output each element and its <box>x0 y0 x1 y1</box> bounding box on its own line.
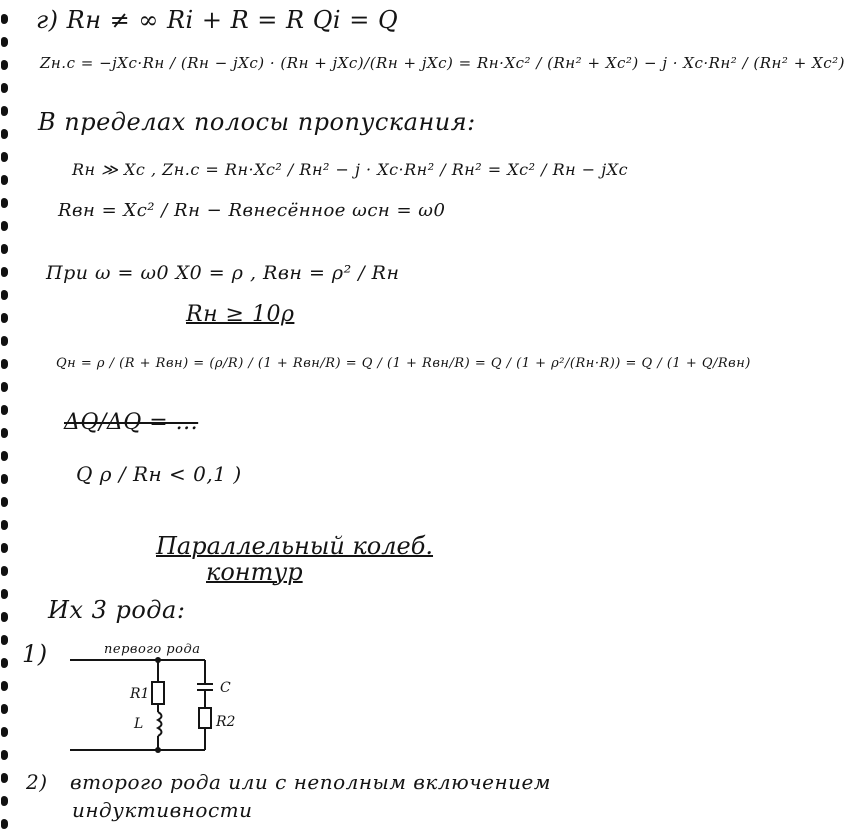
binding-hole <box>1 704 8 714</box>
binding-holes <box>0 0 14 831</box>
binding-hole <box>1 451 8 461</box>
item-1-label: первого рода <box>104 642 201 657</box>
binding-hole <box>1 658 8 668</box>
binding-hole <box>1 543 8 553</box>
binding-hole <box>1 474 8 484</box>
binding-hole <box>1 14 8 24</box>
binding-hole <box>1 819 8 829</box>
approximation-formula: Rн ≫ Xc , Zн.с = Rн·Xc² / Rн² − j · Xc·Rн² / Rн² = Xc² / Rн − jXc <box>72 160 629 179</box>
item-2-label-cont: индуктивности <box>72 798 253 822</box>
types-heading: Их 3 рода: <box>48 596 186 624</box>
binding-hole <box>1 267 8 277</box>
binding-hole <box>1 359 8 369</box>
label-l: L <box>134 716 144 732</box>
binding-hole <box>1 60 8 70</box>
binding-hole <box>1 773 8 783</box>
item-2-label: второго рода или с неполным включением <box>70 770 551 794</box>
binding-hole <box>1 175 8 185</box>
binding-hole <box>1 796 8 806</box>
item-1-number: 1) <box>22 640 48 668</box>
binding-hole <box>1 520 8 530</box>
q-ratio-formula: Q ρ / Rн < 0,1 ) <box>76 462 242 486</box>
label-c: C <box>220 680 231 696</box>
binding-hole <box>1 290 8 300</box>
section-title-2: контур <box>206 558 303 586</box>
condition-line: г) Rн ≠ ∞ Ri + R = R Qi = Q <box>36 6 399 34</box>
binding-hole <box>1 152 8 162</box>
rvn-formula: Rвн = Xc² / Rн − Rвнесённое ωсн = ω0 <box>58 200 446 221</box>
condition-rn: Rн ≥ 10ρ <box>186 302 295 327</box>
section-title: Параллельный колеб. <box>156 532 434 560</box>
circuit-diagram <box>60 642 240 757</box>
impedance-formula: Zн.с = −jXc·Rн / (Rн − jXc) · (Rн + jXc)/(Rн + jXc) = Rн·Xc² / (Rн² + Xc²) − j · Xc·Rн² / (Rн² + Xc²) <box>40 54 845 72</box>
binding-hole <box>1 336 8 346</box>
binding-hole <box>1 428 8 438</box>
binding-hole <box>1 129 8 139</box>
binding-hole <box>1 37 8 47</box>
binding-hole <box>1 106 8 116</box>
binding-hole <box>1 635 8 645</box>
label-r1: R1 <box>130 686 150 702</box>
resonance-formula: При ω = ω0 X0 = ρ , Rвн = ρ² / Rн <box>46 262 400 284</box>
binding-hole <box>1 198 8 208</box>
binding-hole <box>1 221 8 231</box>
q-loaded-formula: Qн = ρ / (R + Rвн) = (ρ/R) / (1 + Rвн/R) = Q / (1 + Rвн/R) = Q / (1 + ρ²/(Rн·R)) = Q / (1 + Q/Rвн) <box>56 356 751 371</box>
binding-hole <box>1 750 8 760</box>
binding-hole <box>1 727 8 737</box>
binding-hole <box>1 83 8 93</box>
binding-hole <box>1 405 8 415</box>
label-r2: R2 <box>216 714 236 730</box>
binding-hole <box>1 497 8 507</box>
item-2-number: 2) <box>26 770 48 794</box>
passband-heading: В пределах полосы пропускания: <box>38 108 476 136</box>
binding-hole <box>1 681 8 691</box>
crossed-out-formula: ΔQ/ΔQ = ... <box>64 410 199 435</box>
binding-hole <box>1 244 8 254</box>
binding-hole <box>1 589 8 599</box>
binding-hole <box>1 313 8 323</box>
binding-hole <box>1 382 8 392</box>
binding-hole <box>1 612 8 622</box>
binding-hole <box>1 566 8 576</box>
